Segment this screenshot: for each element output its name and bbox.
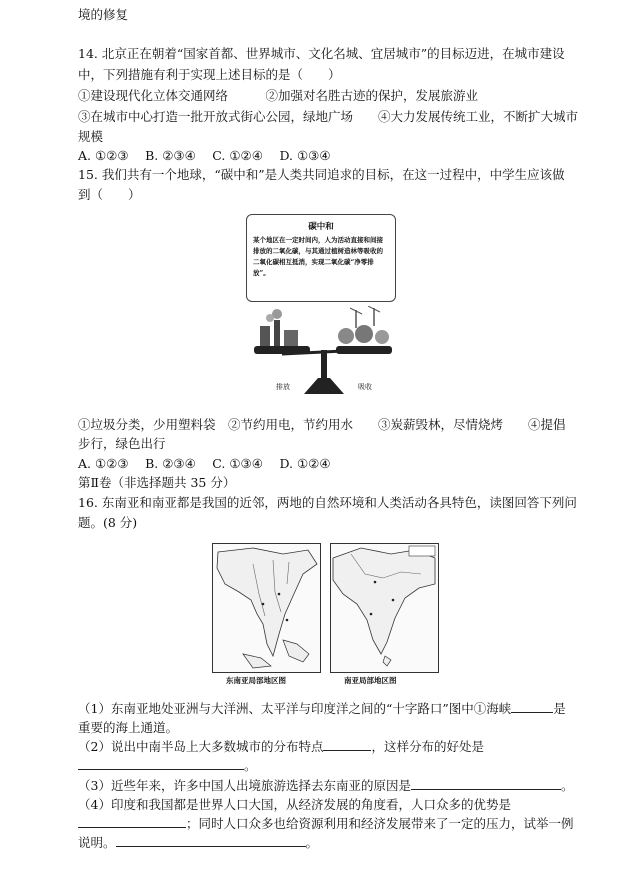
south-asia-map — [330, 543, 439, 673]
answer-blank[interactable] — [116, 834, 306, 847]
text-line: 境的修复 — [78, 7, 129, 22]
sub-question-4: （4）印度和我国都是世界人口大国，从经济发展的角度看，人口众多的优势是 — [78, 797, 511, 812]
answer-blank[interactable] — [78, 815, 186, 828]
answer-blank[interactable] — [511, 700, 553, 713]
part-2-heading: 第Ⅱ卷（非选择题共 35 分） — [78, 475, 236, 490]
question-14-items: ③在城市中心打造一批开放式街心公园，绿地广场 ④大力发展传统工业，不断扩大城市 — [78, 109, 579, 124]
question-16-stem: 16. 东南亚和南亚都是我国的近邻，两地的自然环境和人类活动各具特色，读图回答下列问 — [78, 495, 577, 510]
southeast-asia-map — [212, 543, 321, 673]
answer-blank[interactable] — [323, 738, 371, 751]
balance-scale-illustration — [246, 306, 402, 396]
question-14-stem: 14. 北京正在朝着“国家首都、世界城市、文化名城、宜居城市”的目标迈进，在城市建设 — [78, 46, 565, 61]
text-line: 到（ ） — [78, 187, 141, 202]
sub-question-2: （2）说出中南半岛上大多数城市的分布特点 ，这样分布的好处是 — [78, 739, 484, 754]
question-14-items: ①建设现代化立体交通网络 ②加强对名胜古迹的保护，发展旅游业 — [78, 88, 479, 103]
question-15-options: A. ①②③ B. ②③④ C. ①③④ D. ①②④ — [78, 456, 331, 471]
text-line: 重要的海上通道。 — [78, 720, 179, 735]
sub-question-3: （3）近些年来，许多中国人出境旅游选择去东南亚的原因是 。 — [78, 778, 574, 793]
answer-line: 。 — [78, 757, 257, 775]
card-title: 碳中和 — [308, 222, 334, 232]
maps-figure — [212, 543, 440, 693]
card-body: 某个地区在一定时间内，人为活动直接和间接排放的二氧化碳，与其通过植树造林等吸收的二氧化碳相互抵消，实现二氧化碳“净零排放”。 — [253, 236, 383, 277]
text-line: 规模 — [78, 129, 104, 144]
south-asia-map-caption: 南亚局部地区图 — [344, 676, 397, 685]
absorption-label: 吸收 — [358, 383, 372, 391]
emission-label: 排放 — [276, 383, 290, 391]
text-line: 说明。 。 — [78, 835, 319, 850]
text-line: 步行，绿色出行 — [78, 436, 166, 451]
sub-question-1: （1）东南亚地处亚洲与大洋洲、太平洋与印度洋之间的“十字路口”图中①海峡 是 — [78, 701, 566, 716]
carbon-neutral-figure — [246, 210, 402, 396]
definition-card — [246, 214, 396, 302]
text-line: 题。(8 分) — [78, 515, 138, 530]
answer-blank[interactable] — [78, 757, 244, 770]
southeast-asia-map-caption: 东南亚局部地区图 — [226, 676, 286, 685]
text-line: 中，下列措施有利于实现上述目标的是（ ） — [78, 67, 341, 82]
question-15-stem: 15. 我们共有一个地球，“碳中和”是人类共同追求的目标，在这一过程中，中学生应该做 — [78, 167, 565, 182]
answer-blank[interactable] — [411, 777, 561, 790]
question-15-items: ①垃圾分类，少用塑料袋 ②节约用电，节约用水 ③炭薪毁林，尽情烧烤 ④提倡 — [78, 417, 566, 432]
question-14-options: A. ①②③ B. ②③④ C. ①②④ D. ①③④ — [78, 148, 331, 163]
text-line: ；同时人口众多也给资源利用和经济发展带来了一定的压力，试举一例 — [78, 815, 574, 833]
